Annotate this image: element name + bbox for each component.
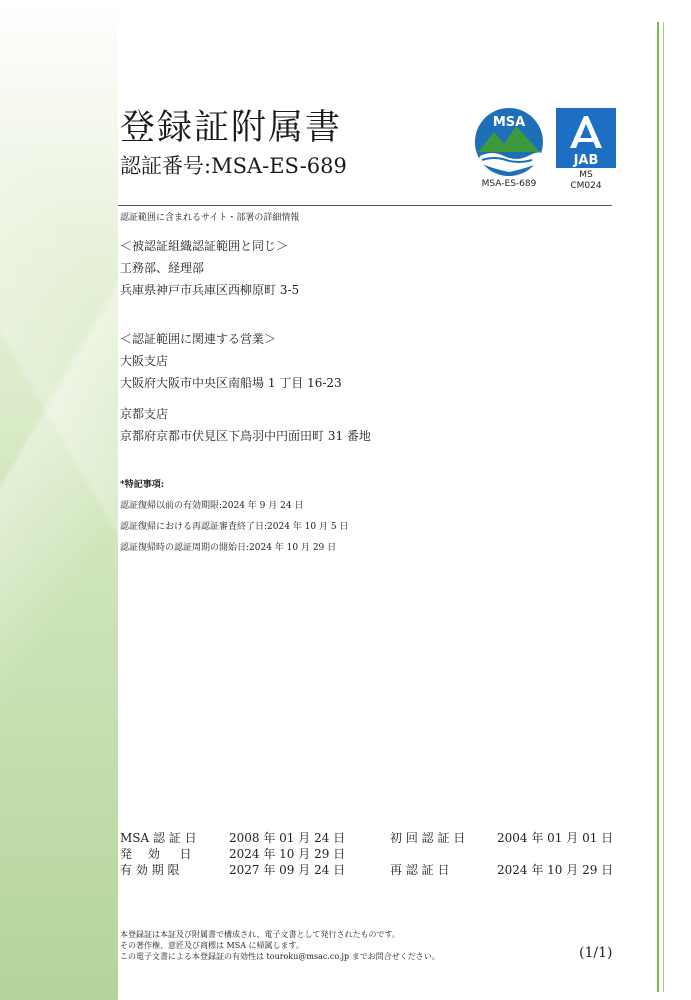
expiry-date-label: 有 効 期 限 <box>120 863 180 877</box>
recert-date-value: 2024 年 10 月 29 日 <box>497 863 614 877</box>
special-note-2: 認証復帰における再認証審査終了日:2024 年 10 月 5 日 <box>120 522 349 532</box>
jab-logo <box>556 108 616 168</box>
msa-logo <box>472 106 546 176</box>
expiry-date-value: 2027 年 09 月 24 日 <box>229 863 346 877</box>
special-note-3: 認証復帰時の認証周期の開始日:2024 年 10 月 29 日 <box>120 543 337 553</box>
osaka-branch-name: 大阪支店 <box>120 354 169 368</box>
scope-heading: ＜被認証組織認証範囲と同じ＞ <box>120 239 289 253</box>
right-border-line <box>657 22 659 992</box>
special-note-1: 認証復帰以前の有効期限:2024 年 9 月 24 日 <box>120 501 304 511</box>
msa-cert-date-value: 2008 年 01 月 24 日 <box>229 831 346 845</box>
kyoto-branch-name: 京都支店 <box>120 407 169 421</box>
issue-date-value: 2024 年 10 月 29 日 <box>229 847 346 861</box>
initial-cert-date-value: 2004 年 01 月 01 日 <box>497 831 614 845</box>
page-number: (1/1) <box>579 945 613 961</box>
initial-cert-date-label: 初 回 認 証 日 <box>390 831 466 845</box>
msa-logo-text: MSA <box>492 115 526 130</box>
decorative-green-band <box>0 0 118 1000</box>
footer-note-3: この電子文書による本登録証の有効性は touroku@msac.co.jp までお問合せください。 <box>120 952 440 961</box>
special-notes-heading: *特記事項: <box>120 480 165 490</box>
kyoto-branch-address: 京都府京都市伏見区下鳥羽中円面田町 31 番地 <box>120 429 371 443</box>
jab-logo-caption <box>556 170 616 192</box>
recert-date-label: 再 認 証 日 <box>390 863 450 877</box>
jab-caption-line-2: CM024 <box>570 181 602 191</box>
scope-departments: 工務部、経理部 <box>120 261 205 275</box>
right-border-line-thin <box>663 22 664 992</box>
related-sales-heading: ＜認証範囲に関連する営業＞ <box>120 332 277 346</box>
header-divider <box>118 205 612 206</box>
msa-logo-caption: MSA-ES-689 <box>481 179 537 189</box>
jab-logo-text: JAB <box>573 153 599 168</box>
jab-caption-line-1: MS <box>579 170 593 180</box>
section-caption: 認証範囲に含まれるサイト・部署の詳細情報 <box>120 213 300 223</box>
footer-note-2: その著作権、意匠及び商標は MSA に帰属します。 <box>120 941 304 950</box>
certificate-number: 認証番号:MSA-ES-689 <box>120 154 347 178</box>
scope-address: 兵庫県神戸市兵庫区西柳原町 3-5 <box>120 283 300 297</box>
msa-cert-date-label: MSA 認 証 日 <box>120 831 197 845</box>
issue-date-label: 発 効 日 <box>120 847 192 861</box>
osaka-branch-address: 大阪府大阪市中央区南船場 1 丁目 16-23 <box>120 376 342 390</box>
document-title: 登録証附属書 <box>120 108 343 148</box>
footer-note-1: 本登録証は本証及び附属書で構成され、電子文書として発行されたものです。 <box>120 930 400 939</box>
